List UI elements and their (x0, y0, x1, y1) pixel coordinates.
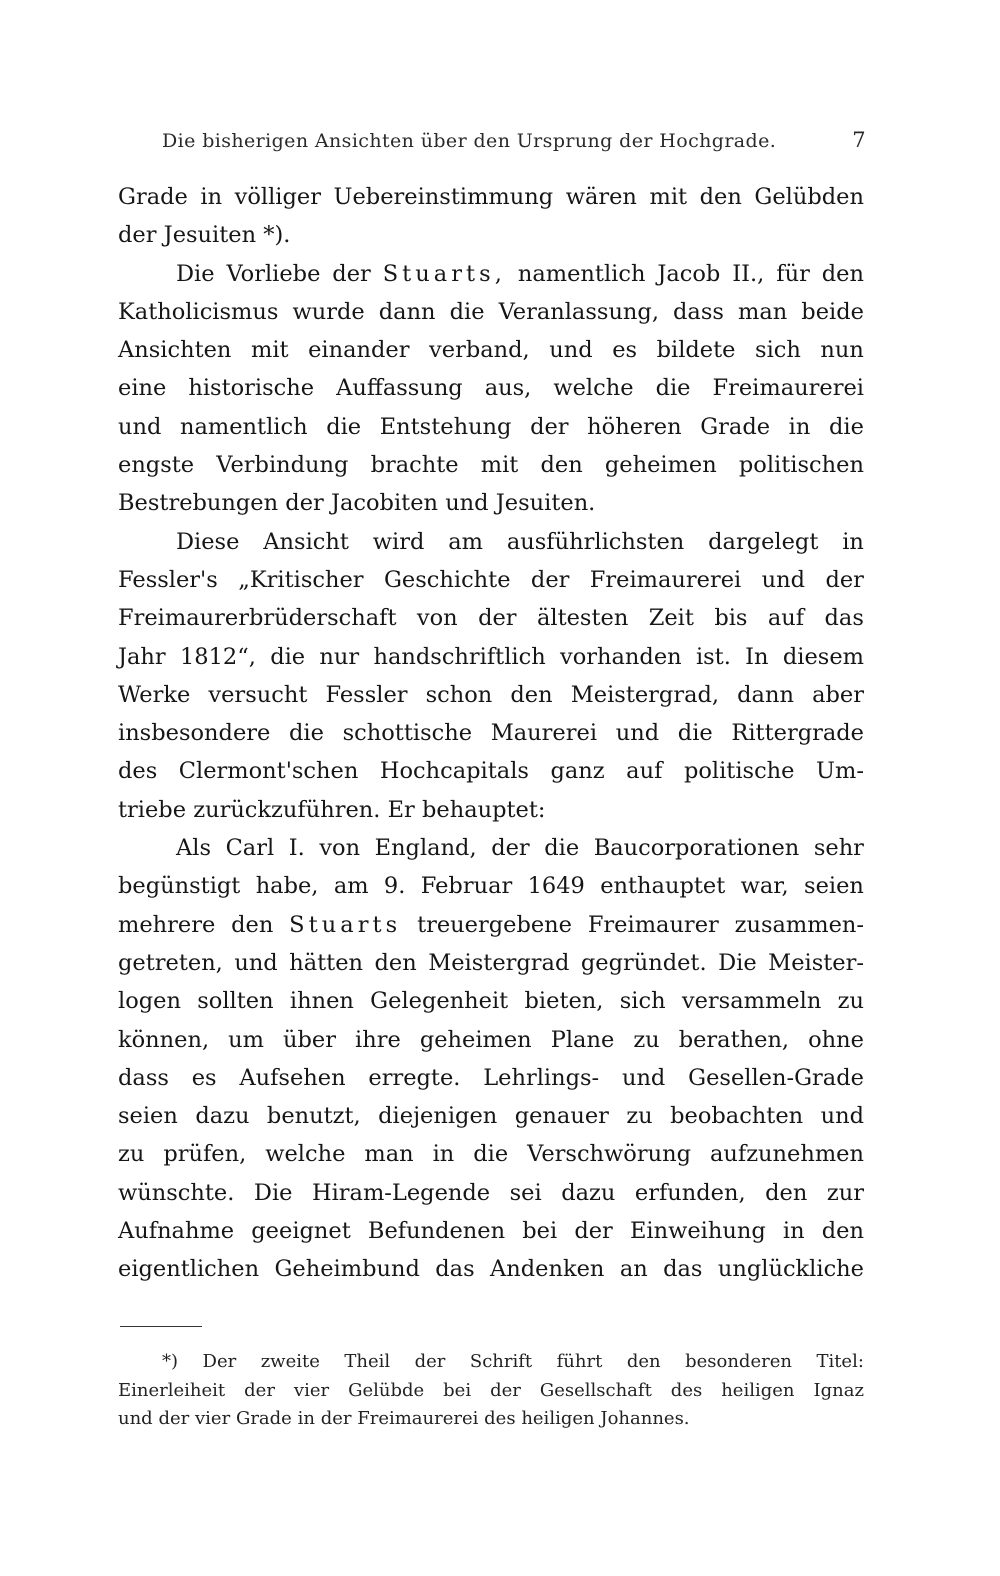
word: den (699, 184, 742, 210)
word: logen (118, 988, 181, 1015)
word: vorhanden (560, 643, 682, 670)
word: versucht (208, 681, 308, 708)
word: dazu (195, 1103, 250, 1130)
word: „Kritischer (238, 566, 364, 593)
word: zu (633, 1026, 660, 1053)
word: Ansicht (263, 528, 349, 555)
word: in (297, 1408, 315, 1429)
body-text (118, 178, 864, 1289)
word: Aufsehen (239, 1064, 346, 1091)
word: I. (288, 835, 305, 862)
word: Plane (550, 1026, 615, 1053)
word: und (761, 566, 806, 593)
word: politischen (738, 452, 864, 479)
word: Veranlassung, (498, 298, 659, 325)
word: Ansichten (118, 337, 232, 364)
word: zusammen- (734, 911, 864, 938)
word: um (228, 1026, 264, 1053)
word: bis (714, 605, 748, 632)
word: der (574, 1218, 613, 1245)
word: Meistergrad (428, 949, 570, 976)
text-line (118, 408, 864, 446)
word: habe, (255, 873, 319, 900)
word: Auffassung (336, 375, 463, 402)
footnote-rule (120, 1326, 202, 1327)
word: wird (372, 528, 425, 555)
word: auf (626, 758, 663, 785)
text-line (118, 906, 864, 944)
text-line (118, 293, 864, 331)
word: gegründet. (580, 949, 707, 976)
word: der (491, 835, 530, 862)
word: und (820, 1103, 864, 1130)
text-line (118, 1097, 864, 1135)
text-line (118, 446, 864, 484)
word: Einerleiheit (118, 1379, 226, 1401)
word: beobachten (670, 1103, 804, 1130)
text-line (118, 1174, 864, 1212)
word: sehr (813, 835, 864, 862)
word: Die (253, 1179, 293, 1206)
word: seien (118, 1103, 178, 1130)
word: vier (293, 1379, 330, 1401)
word: Freimaurerei (589, 566, 742, 593)
word: der (320, 1408, 352, 1429)
word: bei (443, 1379, 472, 1401)
word: der (414, 1351, 446, 1372)
word: Jesuiten. (495, 490, 596, 517)
word: Andenken (490, 1256, 605, 1283)
word: der (285, 490, 324, 517)
word: den (374, 949, 417, 976)
word: ältesten (536, 605, 629, 632)
word: *). (263, 222, 291, 249)
text-line (118, 982, 864, 1020)
word: namentlich (180, 413, 308, 440)
word: benutzt, (266, 1103, 361, 1130)
word: der (530, 413, 569, 440)
word: der (118, 222, 157, 249)
word: treuergebene (417, 911, 572, 938)
word: insbesondere (118, 720, 271, 747)
word: das (435, 1256, 475, 1283)
text-line (118, 829, 864, 867)
text-line (118, 714, 864, 752)
word: Februar (420, 873, 513, 900)
word: die (473, 1141, 509, 1168)
footnote-line (118, 1348, 864, 1377)
word: der (478, 605, 517, 632)
word: sich (755, 337, 801, 364)
word: Jacob (657, 260, 721, 287)
word: Geheimbund (274, 1256, 420, 1283)
word: historische (188, 375, 315, 402)
word: ihre (355, 1026, 401, 1053)
text-line (118, 1212, 864, 1250)
word: bildete (656, 337, 736, 364)
word: zu (837, 988, 864, 1015)
text-line (118, 1059, 864, 1097)
word: der (158, 1408, 190, 1429)
word: höheren (587, 413, 682, 440)
word: Freimaurerbrüderschaft (118, 605, 397, 632)
word: dann (378, 298, 436, 325)
word: man (364, 1141, 414, 1168)
word: Grade (700, 413, 771, 440)
word: dass (673, 298, 724, 325)
word: dann (737, 681, 794, 708)
word: zurückzuführen. (193, 796, 381, 823)
word: die (655, 375, 691, 402)
word: Bestrebungen (118, 490, 279, 517)
word: aber (812, 681, 864, 708)
text-line (118, 1021, 864, 1059)
word: heiligen (721, 1379, 795, 1401)
word: heiligen (521, 1408, 595, 1429)
word: Verbindung (216, 452, 349, 479)
word: hätten (289, 949, 363, 976)
word: der (530, 566, 570, 593)
word: ist. (695, 643, 731, 670)
word: schon (425, 681, 493, 708)
word: seien (804, 873, 864, 900)
word: mit (250, 337, 289, 364)
footnote (118, 1348, 864, 1434)
word: Werke (118, 681, 191, 708)
word: wären (565, 184, 637, 210)
word: 1812“, (179, 643, 256, 670)
word: Vorliebe (226, 260, 321, 287)
word: der (244, 1379, 275, 1401)
word: geeignet (251, 1218, 351, 1245)
word: Freimaurer (587, 911, 719, 938)
word: mit (480, 452, 519, 479)
word: den (540, 452, 583, 479)
word: Gelegenheit (370, 988, 509, 1015)
word: von (319, 835, 361, 862)
word: und (549, 337, 593, 364)
word: am (333, 873, 369, 900)
word: geheimen (604, 452, 717, 479)
word: Er (387, 796, 415, 823)
word: den (231, 911, 274, 938)
word: und (615, 720, 660, 747)
word: Stuarts (289, 911, 402, 938)
word: England, (374, 835, 477, 862)
word: diejenigen (378, 1103, 498, 1130)
word: war, (740, 873, 789, 900)
word: Rittergrade (731, 720, 864, 747)
word: Johannes. (600, 1408, 690, 1429)
word: eine (118, 375, 167, 402)
text-line (118, 369, 864, 407)
word: in (782, 1218, 805, 1245)
word: zu (118, 1141, 145, 1168)
word: zu (626, 1103, 653, 1130)
word: In (745, 643, 769, 670)
word: in (200, 184, 223, 210)
word: zweite (260, 1351, 320, 1372)
word: besonderen (685, 1351, 792, 1372)
word: es (612, 337, 638, 364)
word: ausführlichsten (506, 528, 685, 555)
word: Gelübde (348, 1379, 425, 1401)
word: Carl (225, 835, 275, 862)
word: sei (509, 1179, 542, 1206)
word: es (191, 1064, 217, 1091)
word: Zeit (648, 605, 694, 632)
word: 1649 (527, 873, 585, 900)
word: Diese (176, 528, 240, 555)
word: Ignaz (813, 1379, 864, 1401)
text-line (118, 484, 864, 522)
word: Grade (118, 184, 188, 210)
word: dass (118, 1064, 169, 1091)
word: Schrift (469, 1351, 533, 1372)
word: Gelübden (754, 184, 864, 210)
word: für (776, 260, 810, 287)
word: Die (176, 260, 215, 287)
word: welche (265, 1141, 346, 1168)
word: die (828, 413, 864, 440)
word: erfunden, (634, 1179, 746, 1206)
word: prüfen, (163, 1141, 247, 1168)
page-number: 7 (852, 128, 866, 152)
word: führt (556, 1351, 603, 1372)
word: und (234, 949, 278, 976)
word: auf (767, 605, 805, 632)
word: dargelegt (708, 528, 819, 555)
word: Verschwörung (527, 1141, 691, 1168)
word: begünstigt (118, 873, 241, 900)
word: einander (308, 337, 410, 364)
word: unglückliche (717, 1256, 864, 1283)
word: Fessler (325, 681, 408, 708)
word: des (670, 1379, 703, 1401)
word: völliger (234, 184, 321, 210)
text-line (118, 791, 864, 829)
word: diesem (782, 643, 864, 670)
word: der (332, 260, 371, 287)
word: Freimaurerei (357, 1408, 479, 1429)
running-head (118, 122, 864, 152)
text-line (118, 752, 864, 790)
text-line (118, 1250, 864, 1288)
word: Uebereinstimmung (333, 184, 554, 210)
word: Jacobiten (330, 490, 438, 517)
word: erregte. (368, 1064, 461, 1091)
text-line (118, 676, 864, 714)
word: Fessler's (118, 566, 218, 593)
text-line (118, 216, 864, 254)
word: die (449, 298, 485, 325)
word: in (788, 413, 811, 440)
word: vier (195, 1408, 231, 1429)
text-line (118, 255, 864, 293)
word: die (326, 413, 362, 440)
word: Hiram-Legende (311, 1179, 491, 1206)
word: Theil (344, 1351, 391, 1372)
word: den (626, 1351, 661, 1372)
word: und (621, 1064, 666, 1091)
word: welche (553, 375, 634, 402)
word: des (118, 758, 158, 785)
word: ganz (550, 758, 605, 785)
word: den (765, 1179, 808, 1206)
word: behauptet: (421, 796, 546, 823)
word: mit (649, 184, 688, 210)
word: Clermont'schen (178, 758, 359, 785)
text-line (118, 561, 864, 599)
word: dazu (561, 1179, 616, 1206)
word: Jahr (118, 643, 166, 670)
word: Meister- (768, 949, 864, 976)
word: wünschte. (118, 1179, 235, 1206)
word: engste (118, 452, 195, 479)
word: Die (718, 949, 757, 976)
word: Geschichte (383, 566, 511, 593)
word: am (448, 528, 483, 555)
word: Meistergrad, (570, 681, 720, 708)
word: in (842, 528, 864, 555)
word: die (544, 835, 580, 862)
word: Entstehung (379, 413, 512, 440)
word: man (738, 298, 788, 325)
word: über (283, 1026, 336, 1053)
word: Gesellschaft (539, 1379, 652, 1401)
word: den (821, 1218, 864, 1245)
word: enthauptet (600, 873, 726, 900)
word: Titel: (816, 1351, 864, 1372)
word: *) (162, 1351, 179, 1372)
word: Um- (816, 758, 864, 785)
word: Befundenen (367, 1218, 506, 1245)
word: von (416, 605, 458, 632)
word: Lehrlings- (483, 1064, 600, 1091)
footnote-line (118, 1377, 864, 1406)
word: eigentlichen (118, 1256, 260, 1283)
word: die (270, 643, 306, 670)
word: zur (826, 1179, 864, 1206)
word: versammeln (681, 988, 822, 1015)
word: bieten, (524, 988, 604, 1015)
word: nur (319, 643, 360, 670)
word: aus, (484, 375, 532, 402)
word: den (510, 681, 553, 708)
page (118, 122, 864, 1289)
word: die (289, 720, 324, 747)
word: die (677, 720, 713, 747)
footnote-line (118, 1405, 864, 1434)
word: Katholicismus (118, 298, 279, 325)
word: können, (118, 1026, 210, 1053)
word: politische (683, 758, 795, 785)
word: der (490, 1379, 521, 1401)
text-line (118, 331, 864, 369)
word: bei (522, 1218, 558, 1245)
word: Der (202, 1351, 237, 1372)
word: das (663, 1256, 703, 1283)
word: Hochcapitals (379, 758, 529, 785)
word: wurde (292, 298, 365, 325)
text-line (118, 178, 864, 216)
word: triebe (118, 796, 187, 823)
word: 9. (383, 873, 406, 900)
text-line (118, 523, 864, 561)
word: genauer (514, 1103, 609, 1130)
word: beide (801, 298, 864, 325)
word: ihnen (289, 988, 354, 1015)
word: in (432, 1141, 455, 1168)
word: getreten, (118, 949, 223, 976)
word: und (118, 413, 162, 440)
word: das (824, 605, 864, 632)
word: berathen, (678, 1026, 790, 1053)
word: an (619, 1256, 648, 1283)
word: sich (619, 988, 666, 1015)
text-line (118, 1135, 864, 1173)
word: namentlich (517, 260, 646, 287)
word: II., (732, 260, 765, 287)
word: brachte (370, 452, 459, 479)
running-head-title: Die bisherigen Ansichten über den Ursprung der Hochgrade. (162, 130, 777, 152)
word: Grade (235, 1408, 292, 1429)
word: sollten (197, 988, 274, 1015)
word: Stuarts, (382, 260, 506, 287)
word: der (825, 566, 864, 593)
word: Einweihung (629, 1218, 766, 1245)
word: nun (820, 337, 864, 364)
word: aufzunehmen (709, 1141, 864, 1168)
word: Gesellen-Grade (688, 1064, 864, 1091)
word: Baucorporationen (593, 835, 800, 862)
word: handschriftlich (373, 643, 546, 670)
word: den (821, 260, 864, 287)
word: Jesuiten (163, 222, 257, 249)
word: ohne (808, 1026, 864, 1053)
word: schottische (342, 720, 473, 747)
word: und (445, 490, 489, 517)
word: verband, (429, 337, 530, 364)
word: Als (176, 835, 211, 862)
text-line (118, 599, 864, 637)
word: Freimaurerei (712, 375, 864, 402)
text-line (118, 944, 864, 982)
word: Aufnahme (118, 1218, 235, 1245)
word: geheimen (419, 1026, 532, 1053)
text-line (118, 638, 864, 676)
word: mehrere (118, 911, 216, 938)
word: Maurerei (490, 720, 598, 747)
word: des (484, 1408, 516, 1429)
word: und (118, 1408, 153, 1429)
text-line (118, 867, 864, 905)
